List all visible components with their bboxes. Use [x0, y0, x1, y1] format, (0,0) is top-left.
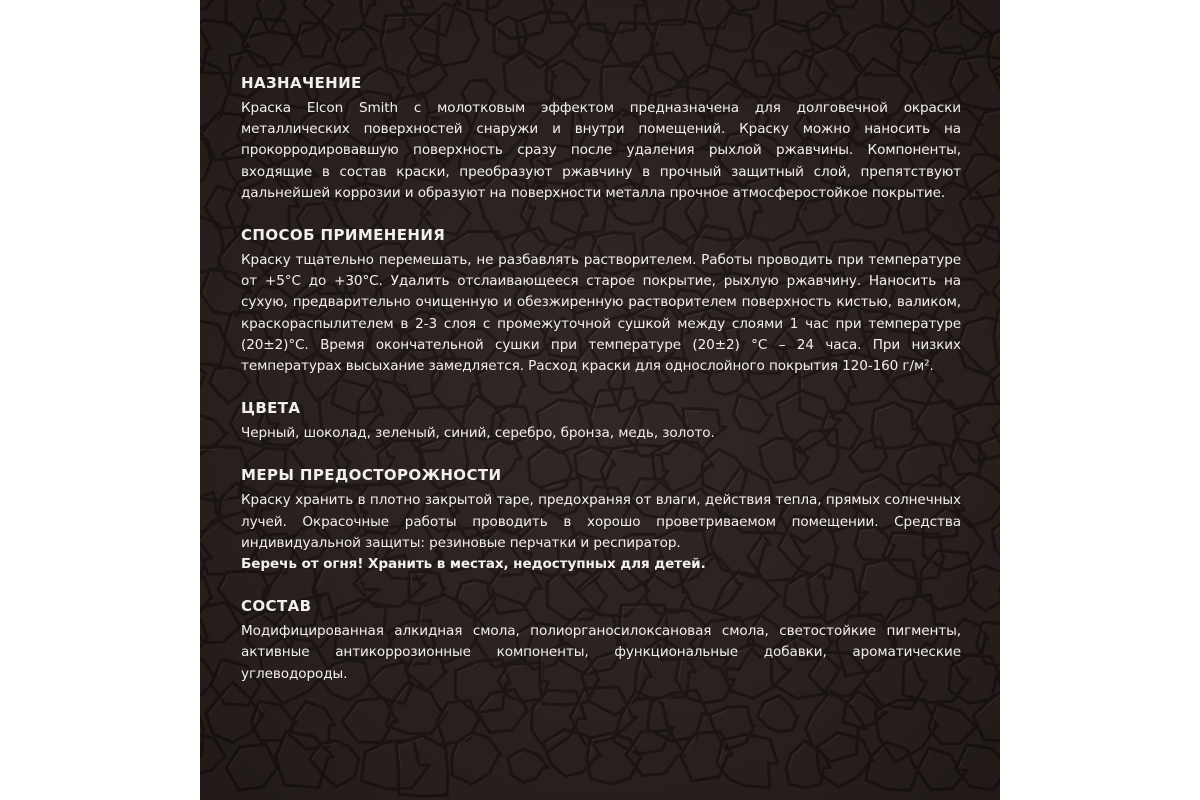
product-description — [241, 72, 961, 705]
section-text: Модифицированная алкидная смола, полиорганосилоксановая смола, светостойкие пигменты, активные антикоррозионные компоненты, функциональные добавки, ароматические углеводороды. — [241, 623, 961, 682]
section-text: Краску хранить в плотно закрытой таре, предохраняя от влаги, действия тепла, прямых солнечных лучей. Окрасочные работы проводить в хорошо проветриваемом помещении. Средства индивидуальной защиты: резиновые перчатки и респиратор. — [241, 492, 961, 551]
warning-text: Беречь от огня! Хранить в местах, недоступных для детей. — [241, 556, 706, 573]
section-text: Краску тщательно перемешать, не разбавлять растворителем. Работы проводить при температуре от +5°С до +30°С. Удалить отслаивающееся старое покрытие, рыхлую ржавчину. Наносить на сухую, предварительно очищенную и обезжиренную растворителем поверхность кистью, валиком, краскораспылителем в 2-3 слоя с промежуточной сушкой между слоями 1 час при температуре (20±2)°С. Время окончательной сушки при температуре (20±2) °С – 24 часа. При низких температурах высыхание замедляется. Расход краски для однослойного покрытия 120-160 г/м². — [241, 252, 961, 375]
section-text: Черный, шоколад, зеленый, синий, серебро, бронза, медь, золото. — [241, 425, 715, 442]
section-text: Краска Elcon Smith с молотковым эффектом предназначена для долговечной окраски металлических поверхностей снаружи и внутри помещений. Краску можно наносить на прокорродировавшую поверхность сразу после удаления рыхлой ржавчины. Компоненты, входящие в состав краски, преобразуют ржавчину в прочный защитный слой, препятствуют дальнейшей коррозии и образуют на поверхности металла прочное атмосферостойкое покрытие. — [241, 100, 961, 201]
section-heading: СОСТАВ — [241, 597, 312, 616]
section-purpose — [241, 72, 961, 204]
section-composition — [241, 595, 961, 685]
section-application — [241, 224, 961, 377]
product-info-panel — [200, 0, 1000, 800]
section-heading: МЕРЫ ПРЕДОСТОРОЖНОСТИ — [241, 466, 502, 485]
section-heading: ЦВЕТА — [241, 399, 301, 418]
section-heading: НАЗНАЧЕНИЕ — [241, 74, 362, 92]
section-colors — [241, 397, 961, 444]
section-heading: СПОСОБ ПРИМЕНЕНИЯ — [241, 226, 446, 245]
section-precautions — [241, 464, 961, 575]
